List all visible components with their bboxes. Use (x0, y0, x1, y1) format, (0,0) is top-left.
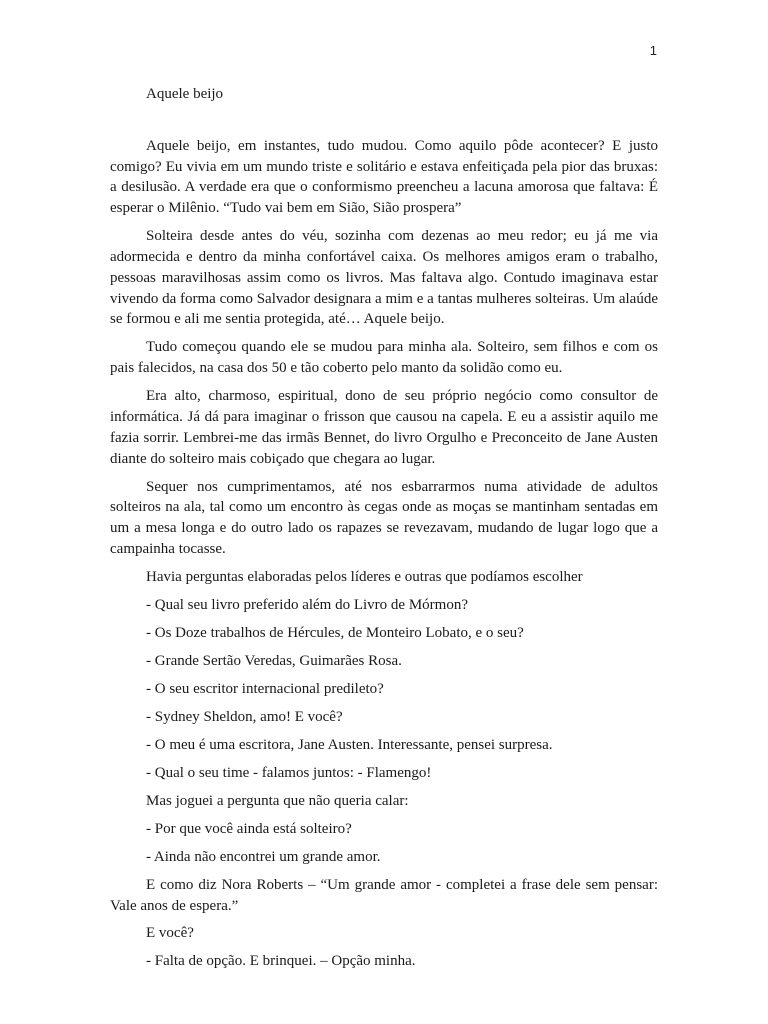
page-number: 1 (649, 43, 657, 58)
document-body (110, 84, 658, 979)
dialogue-line: - Qual o seu time - falamos juntos: - Flamengo! (146, 764, 432, 781)
dialogue-line: Havia perguntas elaboradas pelos líderes e outras que podíamos escolher (146, 568, 583, 585)
document-title: Aquele beijo (146, 86, 224, 102)
body-paragraph: Sequer nos cumprimentamos, até nos esbarrarmos numa atividade de adultos solteiros na ala, tal como um encontro às cegas onde as moças se mantinham sentadas em um a mesa longa e do outro lado os rapazes se revezavam, mudando de lugar logo que a campainha tocasse. (110, 478, 658, 557)
dialogue-line: E você? (146, 925, 194, 942)
dialogue-line: - O seu escritor internacional predileto? (146, 680, 384, 697)
body-paragraph: Era alto, charmoso, espiritual, dono de seu próprio negócio como consultor de informática. Já dá para imaginar o frisson que causou na capela. E eu a assistir aquilo me fazia sorrir. Lembrei-me das irmãs Bennet, do livro Orgulho e Preconceito de Jane Austen diante do solteiro mais cobiçado que chegara ao lugar. (110, 388, 658, 467)
paragraph-list (110, 136, 658, 972)
dialogue-line: Mas joguei a pergunta que não queria calar: (146, 792, 409, 809)
body-paragraph: Solteira desde antes do véu, sozinha com dezenas ao meu redor; eu já me via adormecida e dentro da minha confortável caixa. Os melhores amigos eram o trabalho, pessoas maravilhosas assim como os livros. Mas faltava algo. Contudo imaginava estar vivendo da forma como Salvador designara a mim e a tantas mulheres solteiras. Um alaúde se formou e ali me sentia protegida, até… Aquele beijo. (110, 228, 658, 328)
dialogue-line: - Os Doze trabalhos de Hércules, de Monteiro Lobato, e o seu? (146, 624, 524, 641)
dialogue-line: - O meu é uma escritora, Jane Austen. Interessante, pensei surpresa. (146, 736, 553, 753)
body-paragraph: Tudo começou quando ele se mudou para minha ala. Solteiro, sem filhos e com os pais falecidos, na casa dos 50 e tão coberto pelo manto da solidão como eu. (110, 339, 658, 377)
dialogue-line: - Grande Sertão Veredas, Guimarães Rosa. (146, 652, 402, 669)
body-paragraph: E como diz Nora Roberts – “Um grande amor - completei a frase dele sem pensar: Vale anos de espera.” (110, 876, 658, 914)
dialogue-line: - Por que você ainda está solteiro? (146, 820, 352, 837)
dialogue-line: - Falta de opção. E brinquei. – Opção minha. (146, 953, 416, 970)
dialogue-line: - Sydney Sheldon, amo! E você? (146, 708, 343, 725)
body-paragraph: Aquele beijo, em instantes, tudo mudou. Como aquilo pôde acontecer? E justo comigo? Eu vivia em um mundo triste e solitário e estava enfeitiçada pela pior das bruxas: a desilusão. A verdade era que o conformismo preencheu a lacuna amorosa que faltava: É esperar o Milênio. “Tudo vai bem em Sião, Sião prospera” (110, 137, 658, 217)
dialogue-line: - Qual seu livro preferido além do Livro de Mórmon? (146, 596, 468, 613)
dialogue-line: - Ainda não encontrei um grande amor. (146, 848, 381, 865)
